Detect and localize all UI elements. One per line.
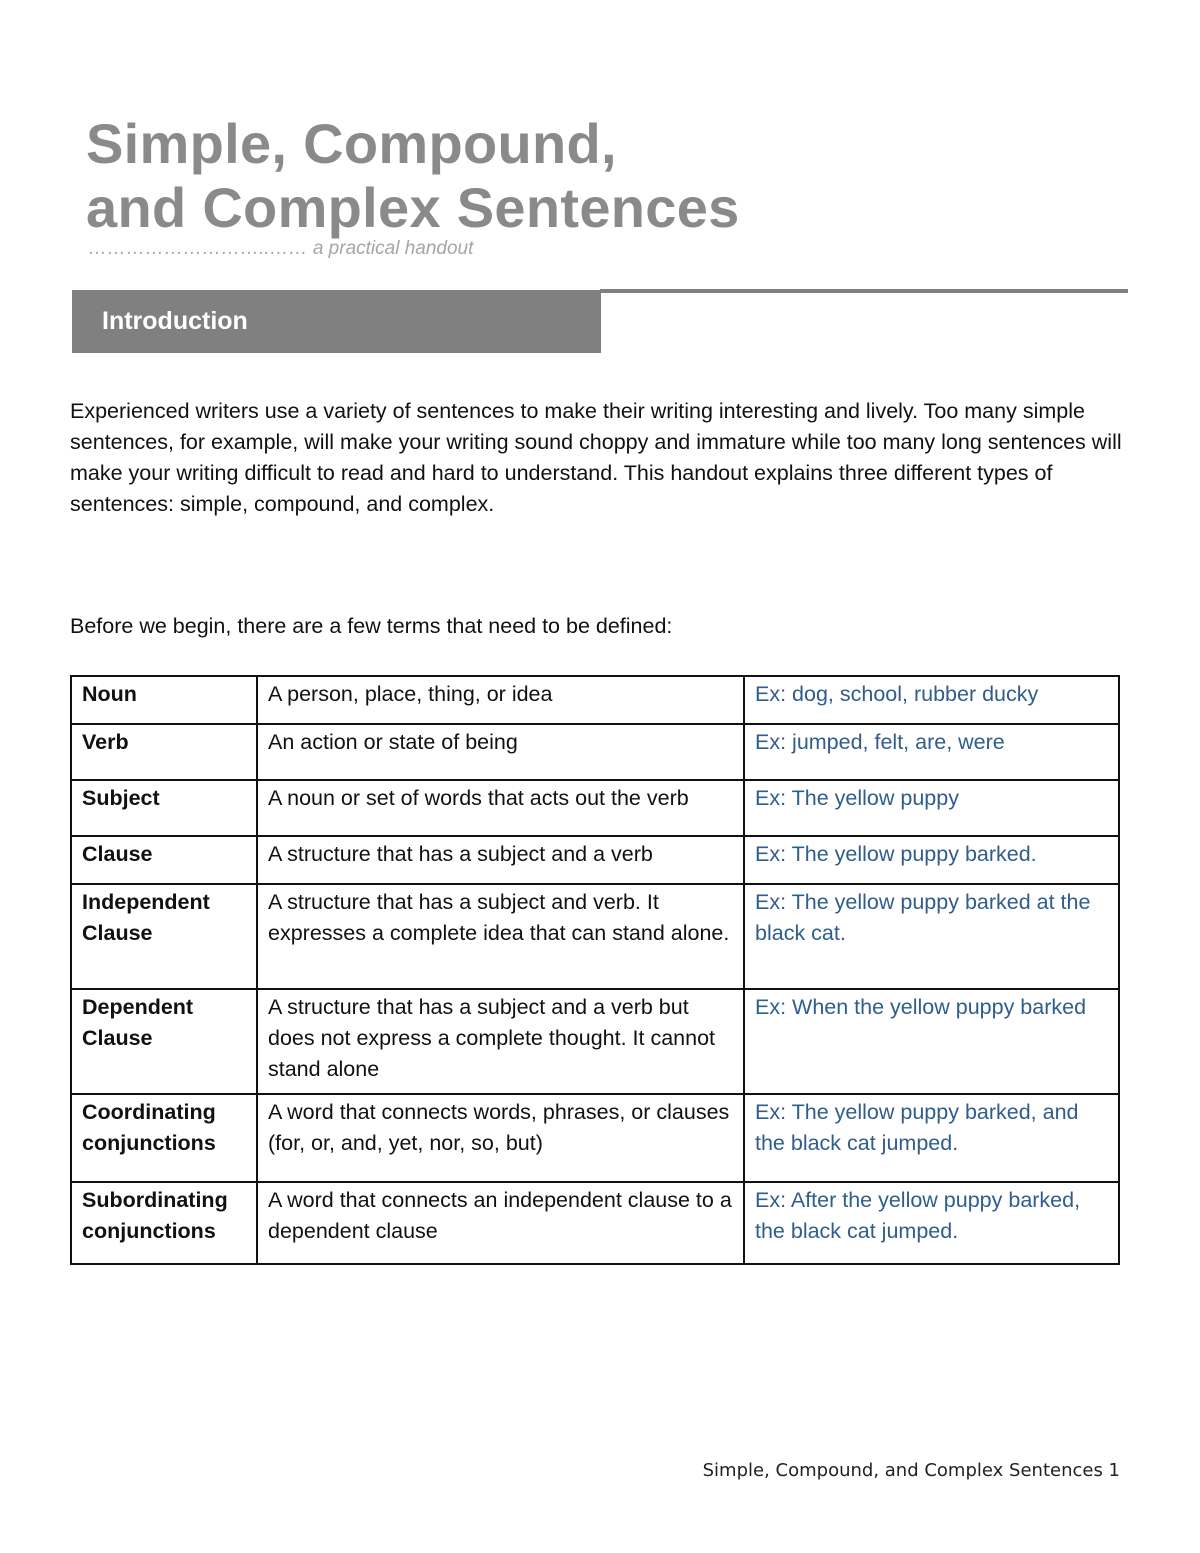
- definition-cell: A word that connects words, phrases, or clauses (for, or, and, yet, nor, so, but): [257, 1094, 744, 1182]
- terms-table: [70, 675, 1120, 1265]
- example-cell: Ex: When the yellow puppy barked: [744, 989, 1119, 1094]
- subtitle: ………………………..…… a practical handout: [88, 238, 474, 259]
- table-row: [71, 1094, 1119, 1182]
- definition-cell: A structure that has a subject and verb. It expresses a complete idea that can stand alone.: [257, 884, 744, 989]
- term-cell: Noun: [71, 676, 257, 724]
- definition-cell: A noun or set of words that acts out the verb: [257, 780, 744, 836]
- definition-cell: A structure that has a subject and a verb but does not express a complete thought. It cannot stand alone: [257, 989, 744, 1094]
- section-divider: [600, 289, 1128, 293]
- terms-lead: Before we begin, there are a few terms that need to be defined:: [70, 614, 673, 638]
- term-cell: Clause: [71, 836, 257, 884]
- definition-cell: A word that connects an independent clause to a dependent clause: [257, 1182, 744, 1264]
- title-line-1: Simple, Compound,: [86, 112, 617, 175]
- definition-cell: A person, place, thing, or idea: [257, 676, 744, 724]
- term-cell: Dependent Clause: [71, 989, 257, 1094]
- example-cell: Ex: After the yellow puppy barked, the black cat jumped.: [744, 1182, 1119, 1264]
- term-cell: Subordinating conjunctions: [71, 1182, 257, 1264]
- table-row: [71, 836, 1119, 884]
- definition-cell: A structure that has a subject and a verb: [257, 836, 744, 884]
- definition-cell: An action or state of being: [257, 724, 744, 780]
- example-cell: Ex: The yellow puppy: [744, 780, 1119, 836]
- table-row: [71, 989, 1119, 1094]
- table-row: [71, 884, 1119, 989]
- example-cell: Ex: jumped, felt, are, were: [744, 724, 1119, 780]
- title-line-2: and Complex Sentences: [86, 176, 740, 239]
- table-row: [71, 724, 1119, 780]
- table-row: [71, 676, 1119, 724]
- term-cell: Verb: [71, 724, 257, 780]
- section-heading-box: [72, 290, 601, 353]
- term-cell: Subject: [71, 780, 257, 836]
- term-cell: Coordinating conjunctions: [71, 1094, 257, 1182]
- term-cell: Independent Clause: [71, 884, 257, 989]
- example-cell: Ex: The yellow puppy barked, and the black cat jumped.: [744, 1094, 1119, 1182]
- table-row: [71, 1182, 1119, 1264]
- section-heading: Introduction: [102, 307, 248, 335]
- example-cell: Ex: dog, school, rubber ducky: [744, 676, 1119, 724]
- page-footer: Simple, Compound, and Complex Sentences 1: [702, 1460, 1120, 1481]
- document-title: [86, 112, 740, 240]
- intro-paragraph: Experienced writers use a variety of sentences to make their writing interesting and lively. Too many simple sentences, for example, will make your writing sound choppy and immature while too many long sentences will make your writing difficult to read and hard to understand. This handout explains three different types of sentences: simple, compound, and complex.: [70, 399, 1122, 516]
- example-cell: Ex: The yellow puppy barked.: [744, 836, 1119, 884]
- example-cell: Ex: The yellow puppy barked at the black cat.: [744, 884, 1119, 989]
- table-row: [71, 780, 1119, 836]
